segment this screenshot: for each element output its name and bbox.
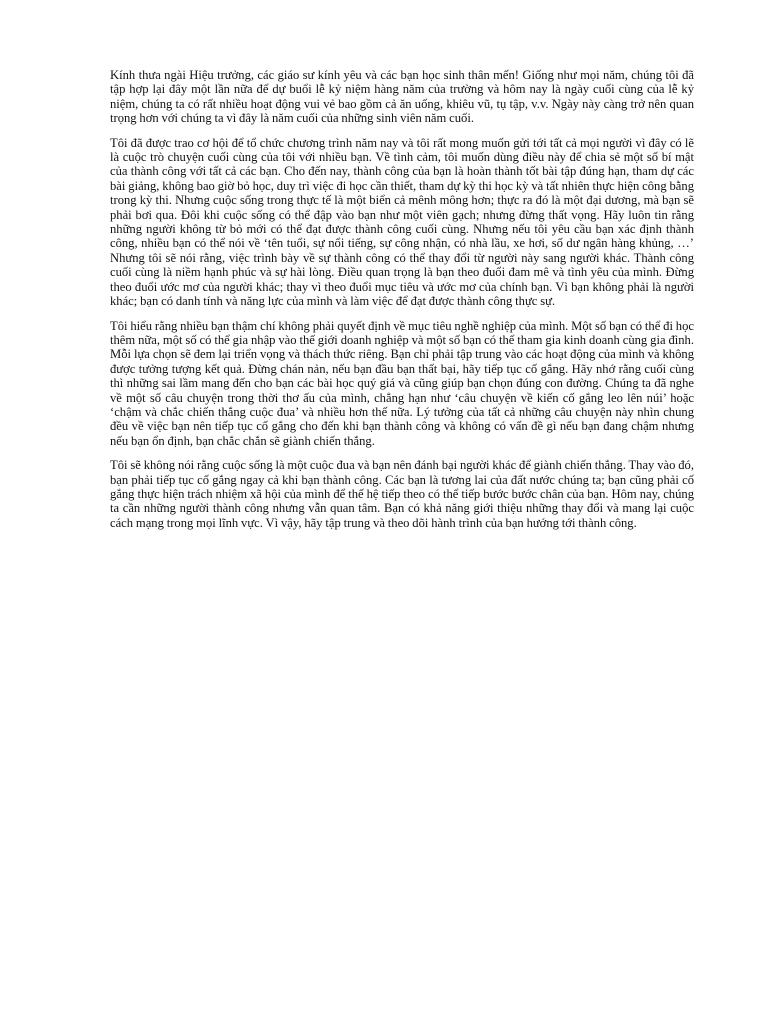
speech-text: [110, 68, 694, 540]
paragraph-success: Tôi đã được trao cơ hội để tổ chức chương trình năm nay và tôi rất mong muốn gửi tới tất cả mọi người vì đây có lẽ là cuộc trò chuyện cuối cùng của tôi với nhiều bạn. Về tình cảm, tôi muốn dùng điều này để chia sẻ một số bí mật của thành công với tất cả các bạn. Cho đến nay, thành công của bạn là hoàn thành tốt bài tập đúng hạn, tham dự các bài giảng, không bao giờ bỏ học, duy trì việc đi học cần thiết, tham dự kỳ thi học kỳ và tất nhiên thực hiện công bằng trong kỳ thi. Nhưng cuộc sống trong thực tế là một biển cả mênh mông hơn; thực ra đó là một đại dương, mà bạn sẽ phải bơi qua. Đôi khi cuộc sống có thể đập vào bạn như một viên gạch; nhưng đừng thất vọng. Hãy luôn tin rằng những người không từ bỏ mới có thể đạt được thành công cuối cùng. Nhưng nếu tôi yêu cầu bạn xác định thành công, nhiều bạn có thể nói về ‘tên tuổi, sự nổi tiếng, sự công nhận, có nhà lầu, xe hơi, số dư ngân hàng khủng, …’ Nhưng tôi sẽ nói rằng, việc trình bày về sự thành công có thể thay đổi từ người này sang người khác. Thành công cuối cùng là niềm hạnh phúc và sự hài lòng. Điều quan trọng là bạn theo đuổi đam mê và tình yêu của mình. Đừng theo đuổi ước mơ của người khác; thay vì theo đuổi mục tiêu và ước mơ của chính bạn. Vì bạn không phải là người khác; bạn có danh tính và năng lực của mình và làm việc để đạt được thành công thực sự.: [110, 135, 694, 309]
paragraph-closing: Tôi sẽ không nói rằng cuộc sống là một cuộc đua và bạn nên đánh bại người khác để giành chiến thắng. Thay vào đó, bạn phải tiếp tục cố gắng ngay cả khi bạn thành công. Các bạn là tương lai của đất nước chúng ta; bạn cũng phải cố gắng thực hiện trách nhiệm xã hội của mình để thế hệ tiếp theo có thể tiếp bước bước chân của bạn. Hôm nay, chúng ta cần những người thành công nhưng vẫn quan tâm. Bạn có khả năng giới thiệu những thay đổi và mang lại cuộc cách mạng trong mọi lĩnh vực. Vì vậy, hãy tập trung và theo dõi hành trình của bạn hướng tới thành công.: [110, 458, 694, 530]
paragraph-career: Tôi hiểu rằng nhiều bạn thậm chí không phải quyết định về mục tiêu nghề nghiệp của mình. Một số bạn có thể đi học thêm nữa, một số có thể gia nhập vào thế giới doanh nghiệp và một số bạn có thể tham gia kinh doanh cùng gia đình. Mỗi lựa chọn sẽ đem lại triển vọng và thách thức riêng. Bạn chỉ phải tập trung vào các hoạt động của mình và không được tưởng tượng kết quả. Đừng chán nản, nếu bạn đầu bạn thất bại, hãy tiếp tục cố gắng. Hãy nhớ rằng cuối cùng thì những sai lầm mang đến cho bạn các bài học quý giá và cũng giúp bạn chọn đúng con đường. Chúng ta đã nghe về một số câu chuyện trong thời thơ ấu của mình, chẳng hạn như ‘câu chuyện về kiến cố gắng leo lên núi’ hoặc ‘chậm và chắc chiến thắng cuộc đua’ và nhiều hơn thế nữa. Lý tưởng của tất cả những câu chuyện này nhìn chung đều về việc bạn nên tiếp tục cố gắng cho đến khi bạn thành công và không có vấn đề gì nếu bạn đang chậm nhưng nếu bạn ổn định, bạn chắc chắn sẽ giành chiến thắng.: [110, 318, 694, 448]
paragraph-greeting: Kính thưa ngài Hiệu trưởng, các giáo sư kính yêu và các bạn học sinh thân mến! Giống như mọi năm, chúng tôi đã tập hợp lại đây một lần nữa để dự buổi lễ kỷ niệm hàng năm của trường và hôm nay là ngày cuối cùng của lễ kỷ niệm, chúng ta có rất nhiều hoạt động vui vẻ bao gồm cả ăn uống, khiêu vũ, tụ tập, v.v. Ngày này càng trở nên quan trọng hơn với chúng ta vì đây là năm cuối của những sinh viên năm cuối.: [110, 68, 694, 126]
